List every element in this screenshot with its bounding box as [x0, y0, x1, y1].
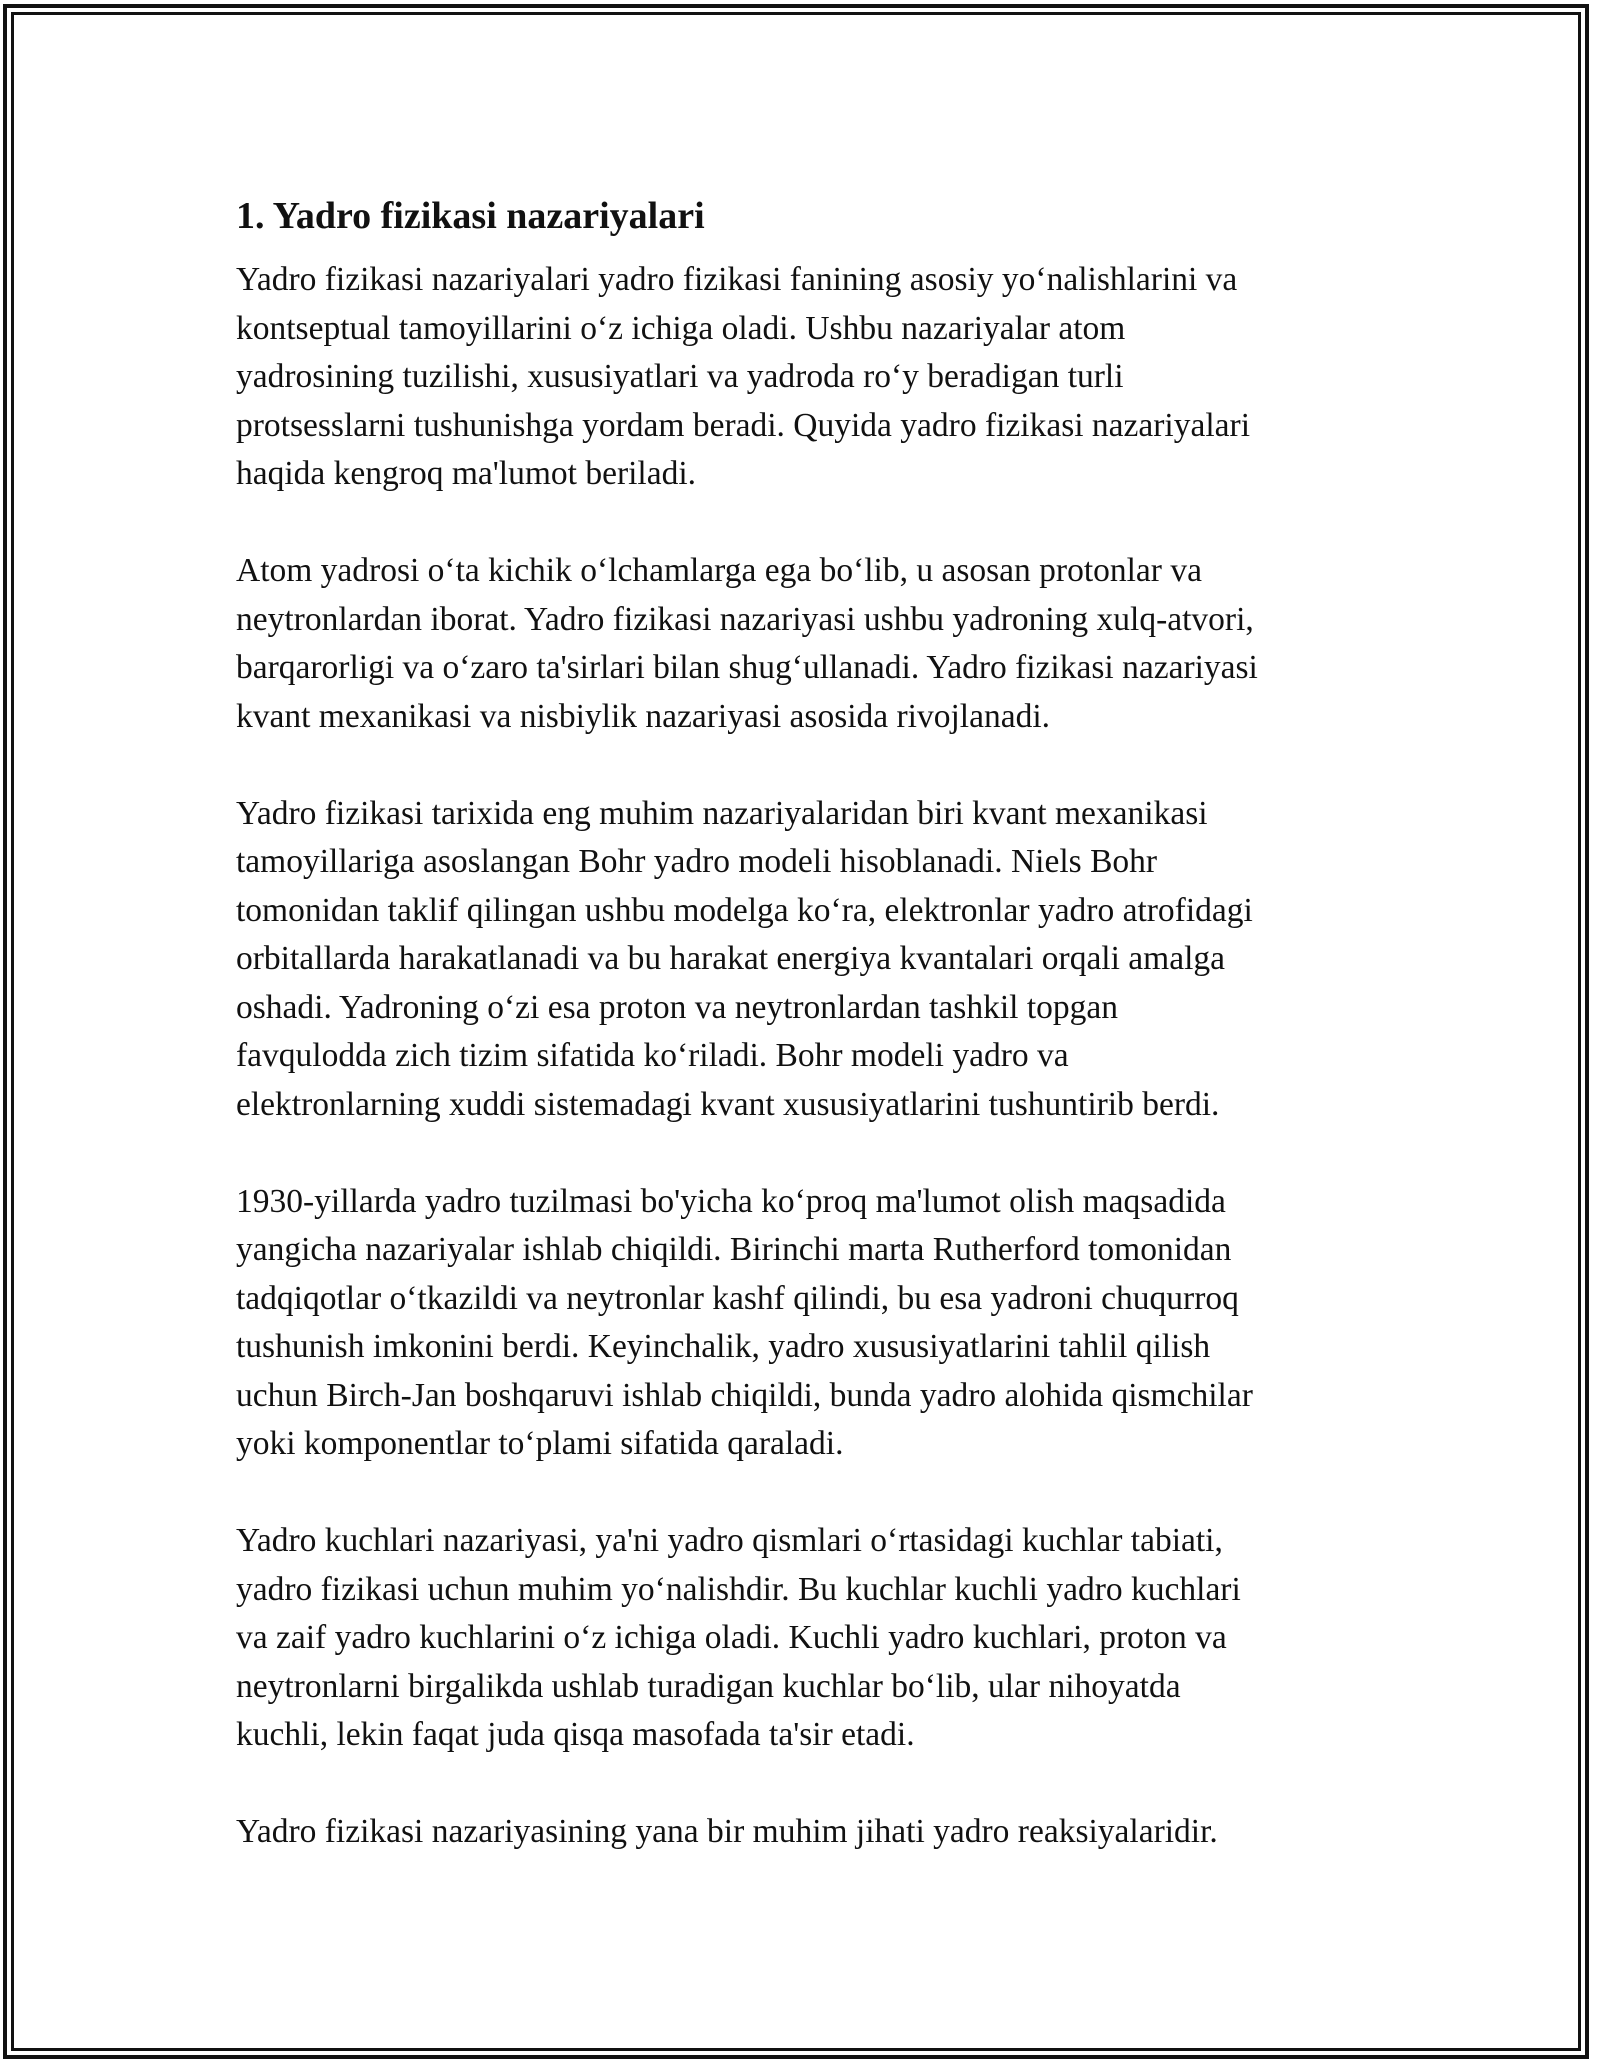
- paragraph-2: [236, 547, 1366, 741]
- text-line: tomonidan taklif qilingan ushbu modelga ko‘ra, elektronlar yadro atrofidagi: [236, 891, 1253, 929]
- text-line: neytronlarni birgalikda ushlab turadigan kuchlar bo‘lib, ular nihoyatda: [236, 1667, 1181, 1705]
- text-line: haqida kengroq ma'lumot beriladi.: [236, 455, 697, 492]
- text-line: yangicha nazariyalar ishlab chiqildi. Birinchi marta Rutherford tomonidan: [236, 1231, 1232, 1268]
- text-line: Yadro fizikasi nazariyasining yana bir muhim jihati yadro reaksiyalaridir.: [236, 1813, 1218, 1850]
- text-line: yadrosining tuzilishi, xususiyatlari va yadroda ro‘y beradigan turli: [236, 358, 1124, 395]
- text-line: yoki komponentlar to‘plami sifatida qaraladi.: [236, 1425, 844, 1462]
- paragraph-3: [236, 790, 1366, 1130]
- text-line: tadqiqotlar o‘tkazildi va neytronlar kashf qilindi, bu esa yadroni chuqurroq: [236, 1279, 1239, 1317]
- text-line: yadro fizikasi uchun muhim yo‘nalishdir. Bu kuchlar kuchli yadro kuchlari: [236, 1570, 1241, 1608]
- paragraph-4: [236, 1178, 1366, 1469]
- text-line: favqulodda zich tizim sifatida ko‘riladi. Bohr modeli yadro va: [236, 1037, 1069, 1074]
- text-line: Atom yadrosi o‘ta kichik o‘lchamlarga ega bo‘lib, u asosan protonlar va: [236, 552, 1202, 589]
- document-body: [236, 188, 1366, 1905]
- text-line: barqarorligi va o‘zaro ta'sirlari bilan shug‘ullanadi. Yadro fizikasi nazariyasi: [236, 649, 1258, 686]
- text-line: tushunish imkonini berdi. Keyinchalik, yadro xususiyatlarini tahlil qilish: [236, 1328, 1211, 1365]
- paragraph-5: [236, 1517, 1366, 1760]
- text-line: kvant mexanikasi va nisbiylik nazariyasi asosida rivojlanadi.: [236, 697, 1051, 735]
- text-line: Yadro fizikasi nazariyalari yadro fizikasi fanining asosiy yo‘nalishlarini va: [236, 261, 1238, 298]
- text-line: 1930-yillarda yadro tuzilmasi bo'yicha ko‘proq ma'lumot olish maqsadida: [236, 1182, 1226, 1220]
- text-line: orbitallarda harakatlanadi va bu harakat energiya kvantalari orqali amalga: [236, 940, 1226, 977]
- text-line: tamoyillariga asoslangan Bohr yadro modeli hisoblanadi. Niels Bohr: [236, 843, 1158, 880]
- text-line: Yadro kuchlari nazariyasi, ya'ni yadro qismlari o‘rtasidagi kuchlar tabiati,: [236, 1522, 1223, 1559]
- text-line: oshadi. Yadroning o‘zi esa proton va neytronlardan tashkil topgan: [236, 988, 1118, 1026]
- text-line: Yadro fizikasi tarixida eng muhim nazariyalaridan biri kvant mexanikasi: [236, 794, 1208, 832]
- text-line: neytronlardan iborat. Yadro fizikasi nazariyasi ushbu yadroning xulq-atvori,: [236, 600, 1254, 638]
- text-line: kuchli, lekin faqat juda qisqa masofada ta'sir etadi.: [236, 1716, 915, 1753]
- section-heading: 1. Yadro fizikasi nazariyalari: [236, 195, 705, 237]
- paragraph-1: [236, 256, 1366, 499]
- paragraph-6: [236, 1808, 1366, 1857]
- text-line: elektronlarning xuddi sistemadagi kvant xususiyatlarini tushuntirib berdi.: [236, 1085, 1220, 1123]
- text-line: kontseptual tamoyillarini o‘z ichiga oladi. Ushbu nazariyalar atom: [236, 309, 1126, 347]
- text-line: va zaif yadro kuchlarini o‘z ichiga oladi. Kuchli yadro kuchlari, proton va: [236, 1619, 1227, 1656]
- text-line: uchun Birch-Jan boshqaruvi ishlab chiqildi, bunda yadro alohida qismchilar: [236, 1376, 1253, 1414]
- text-line: protsesslarni tushunishga yordam beradi. Quyida yadro fizikasi nazariyalari: [236, 406, 1250, 444]
